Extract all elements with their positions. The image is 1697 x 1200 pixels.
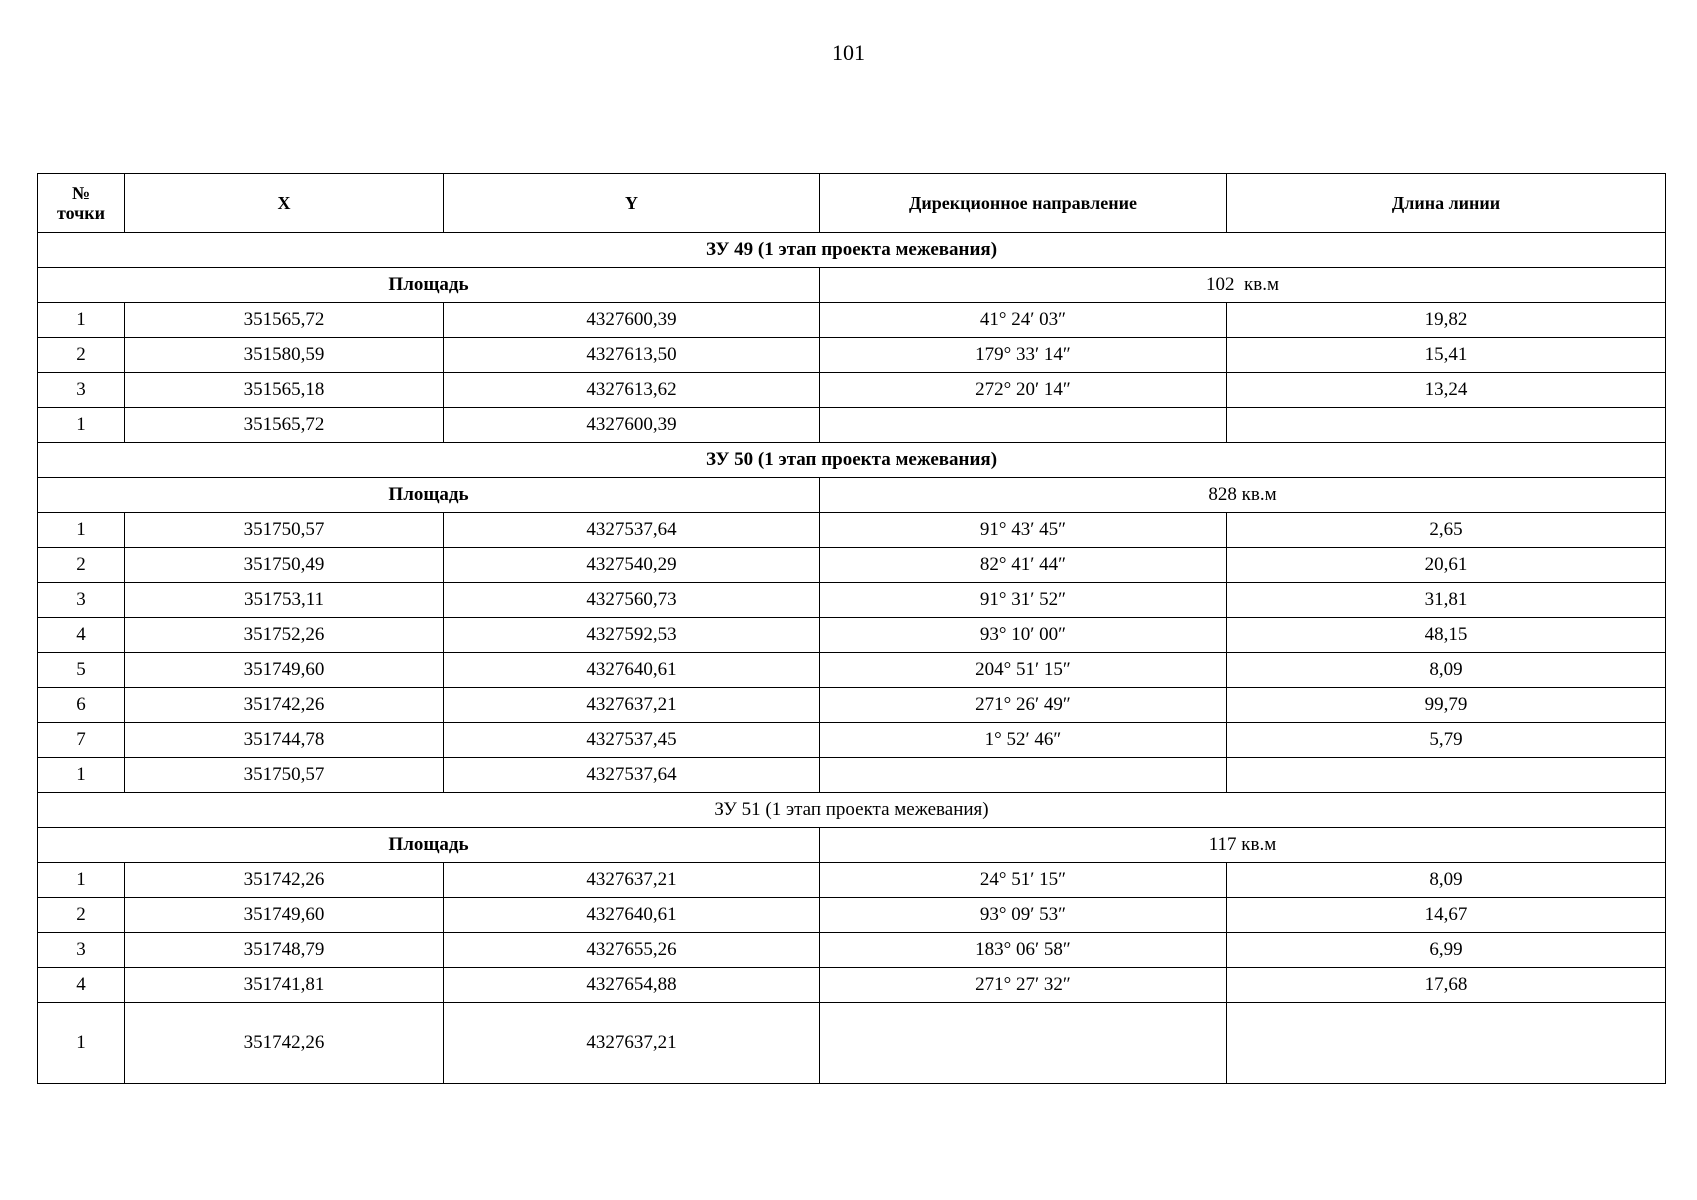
cell-x: 351744,78: [125, 723, 444, 758]
table-row: [38, 618, 1666, 653]
page-number: 101: [832, 40, 865, 65]
table-row: [38, 968, 1666, 1003]
cell-x: 351752,26: [125, 618, 444, 653]
cell-x: 351742,26: [125, 863, 444, 898]
cell-direction: 271° 27′ 32″: [820, 968, 1227, 1003]
cell-point-number: 6: [38, 688, 125, 723]
cell-line-length: 15,41: [1227, 338, 1666, 373]
cell-y: 4327540,29: [444, 548, 820, 583]
area-value: 117 кв.м: [820, 828, 1666, 863]
coordinates-table: [37, 173, 1666, 1084]
cell-point-number: 1: [38, 1003, 125, 1084]
area-row: [38, 828, 1666, 863]
cell-direction: 24° 51′ 15″: [820, 863, 1227, 898]
cell-direction: 271° 26′ 49″: [820, 688, 1227, 723]
cell-y: 4327600,39: [444, 303, 820, 338]
cell-line-length: 48,15: [1227, 618, 1666, 653]
cell-line-length: 13,24: [1227, 373, 1666, 408]
table-header: [38, 174, 1666, 233]
cell-y: 4327537,64: [444, 758, 820, 793]
cell-y: 4327637,21: [444, 863, 820, 898]
cell-y: 4327637,21: [444, 1003, 820, 1084]
cell-point-number: 1: [38, 758, 125, 793]
cell-direction: 82° 41′ 44″: [820, 548, 1227, 583]
cell-line-length: [1227, 1003, 1666, 1084]
cell-point-number: 4: [38, 968, 125, 1003]
cell-line-length: 99,79: [1227, 688, 1666, 723]
cell-direction: 183° 06′ 58″: [820, 933, 1227, 968]
header-x: X: [125, 174, 444, 233]
cell-direction: 272° 20′ 14″: [820, 373, 1227, 408]
cell-x: 351580,59: [125, 338, 444, 373]
cell-direction: 93° 09′ 53″: [820, 898, 1227, 933]
table-row: [38, 863, 1666, 898]
area-row: [38, 478, 1666, 513]
cell-point-number: 3: [38, 583, 125, 618]
cell-line-length: 20,61: [1227, 548, 1666, 583]
table-row: [38, 583, 1666, 618]
cell-direction: 179° 33′ 14″: [820, 338, 1227, 373]
cell-x: 351750,49: [125, 548, 444, 583]
area-label: Площадь: [38, 478, 820, 513]
cell-y: 4327655,26: [444, 933, 820, 968]
table-row: [38, 513, 1666, 548]
table-row: [38, 653, 1666, 688]
cell-x: 351750,57: [125, 513, 444, 548]
cell-direction: [820, 1003, 1227, 1084]
cell-direction: 91° 31′ 52″: [820, 583, 1227, 618]
table-row: [38, 548, 1666, 583]
table-row: [38, 373, 1666, 408]
cell-y: 4327592,53: [444, 618, 820, 653]
header-line-length: Длина линии: [1227, 174, 1666, 233]
cell-point-number: 1: [38, 863, 125, 898]
cell-direction: [820, 408, 1227, 443]
cell-point-number: 1: [38, 513, 125, 548]
cell-line-length: 19,82: [1227, 303, 1666, 338]
cell-x: 351748,79: [125, 933, 444, 968]
table-row: [38, 898, 1666, 933]
table-row: [38, 723, 1666, 758]
cell-x: 351741,81: [125, 968, 444, 1003]
cell-point-number: 2: [38, 898, 125, 933]
cell-line-length: 8,09: [1227, 863, 1666, 898]
table-row: [38, 933, 1666, 968]
cell-line-length: 5,79: [1227, 723, 1666, 758]
cell-x: 351565,18: [125, 373, 444, 408]
cell-y: 4327537,45: [444, 723, 820, 758]
cell-x: 351742,26: [125, 1003, 444, 1084]
cell-y: 4327537,64: [444, 513, 820, 548]
section-title: ЗУ 50 (1 этап проекта межевания): [38, 443, 1666, 478]
cell-point-number: 3: [38, 373, 125, 408]
table-row: [38, 1003, 1666, 1084]
cell-point-number: 1: [38, 408, 125, 443]
cell-y: 4327560,73: [444, 583, 820, 618]
cell-line-length: 31,81: [1227, 583, 1666, 618]
section-title: ЗУ 49 (1 этап проекта межевания): [38, 233, 1666, 268]
section-title-row: [38, 793, 1666, 828]
area-value: 828 кв.м: [820, 478, 1666, 513]
section-title: ЗУ 51 (1 этап проекта межевания): [38, 793, 1666, 828]
header-direction: Дирекционное направление: [820, 174, 1227, 233]
header-point-number: [38, 174, 125, 233]
area-label: Площадь: [38, 268, 820, 303]
area-label: Площадь: [38, 828, 820, 863]
area-value: 102 кв.м: [820, 268, 1666, 303]
cell-x: 351742,26: [125, 688, 444, 723]
cell-x: 351749,60: [125, 898, 444, 933]
header-point-number-symbol: №: [71, 183, 91, 203]
cell-direction: 93° 10′ 00″: [820, 618, 1227, 653]
cell-point-number: 2: [38, 548, 125, 583]
header-y: Y: [444, 174, 820, 233]
table-row: [38, 303, 1666, 338]
table-body: [38, 233, 1666, 1084]
cell-direction: [820, 758, 1227, 793]
cell-line-length: 14,67: [1227, 898, 1666, 933]
table-row: [38, 688, 1666, 723]
cell-y: 4327613,62: [444, 373, 820, 408]
cell-x: 351565,72: [125, 303, 444, 338]
cell-point-number: 4: [38, 618, 125, 653]
section-title-row: [38, 443, 1666, 478]
cell-y: 4327600,39: [444, 408, 820, 443]
cell-x: 351753,11: [125, 583, 444, 618]
cell-line-length: [1227, 758, 1666, 793]
cell-line-length: 8,09: [1227, 653, 1666, 688]
cell-y: 4327613,50: [444, 338, 820, 373]
cell-line-length: [1227, 408, 1666, 443]
cell-line-length: 17,68: [1227, 968, 1666, 1003]
cell-y: 4327640,61: [444, 898, 820, 933]
header-point-number-label: точки: [56, 203, 106, 223]
cell-x: 351750,57: [125, 758, 444, 793]
table-row: [38, 338, 1666, 373]
section-title-row: [38, 233, 1666, 268]
cell-x: 351749,60: [125, 653, 444, 688]
cell-y: 4327637,21: [444, 688, 820, 723]
cell-point-number: 2: [38, 338, 125, 373]
cell-point-number: 5: [38, 653, 125, 688]
cell-line-length: 6,99: [1227, 933, 1666, 968]
table-row: [38, 408, 1666, 443]
cell-x: 351565,72: [125, 408, 444, 443]
cell-direction: 204° 51′ 15″: [820, 653, 1227, 688]
table-row: [38, 758, 1666, 793]
cell-direction: 91° 43′ 45″: [820, 513, 1227, 548]
cell-point-number: 3: [38, 933, 125, 968]
cell-point-number: 7: [38, 723, 125, 758]
cell-line-length: 2,65: [1227, 513, 1666, 548]
cell-y: 4327654,88: [444, 968, 820, 1003]
cell-direction: 1° 52′ 46″: [820, 723, 1227, 758]
cell-direction: 41° 24′ 03″: [820, 303, 1227, 338]
area-row: [38, 268, 1666, 303]
cell-point-number: 1: [38, 303, 125, 338]
cell-y: 4327640,61: [444, 653, 820, 688]
